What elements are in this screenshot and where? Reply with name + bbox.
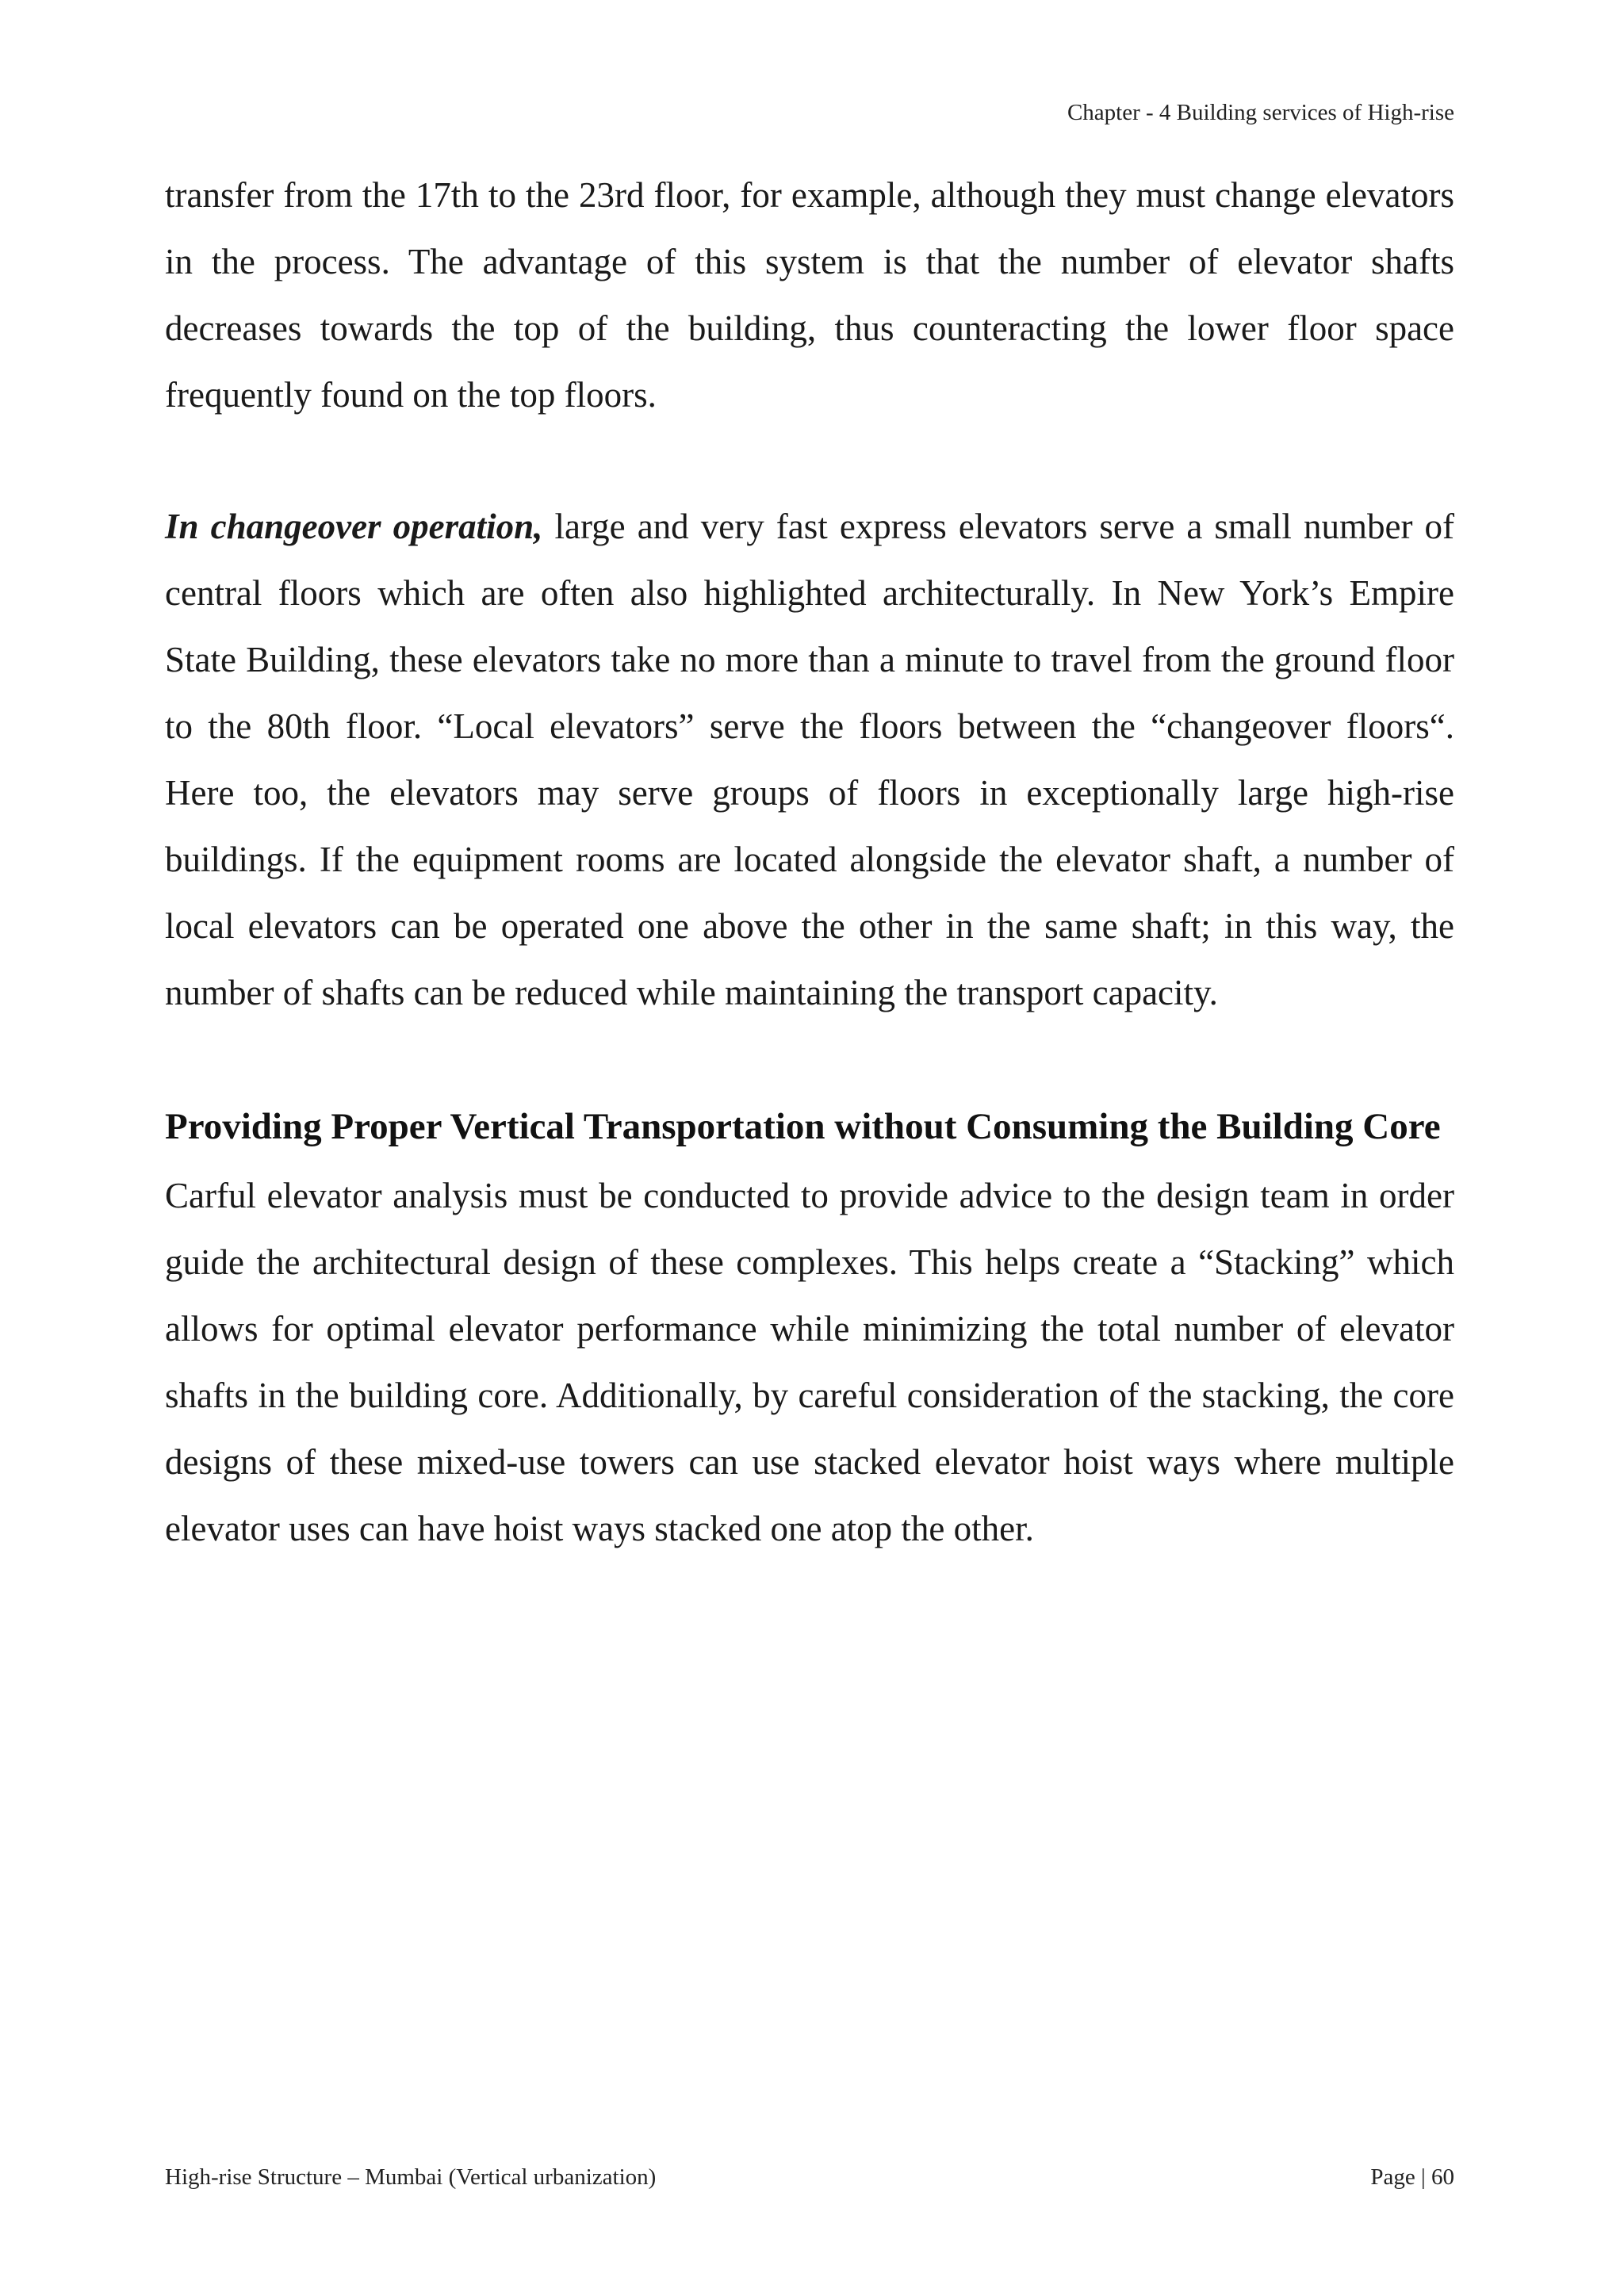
paragraph-changeover-text: large and very fast express elevators serve a small number of central floors which are often also highlighted architecturally. In New York’s Empire State Building, these elevators take no more than a minute to travel from the ground floor to the 80th floor. “Local elevators” serve the floors between the “changeover floors“. Here too, the elevators may serve groups of floors in exceptionally large high-rise buildings. If the equipment rooms are located alongside the elevator shaft, a number of local elevators can be operated one above the other in the same shaft; in this way, the number of shafts can be reduced while maintaining the transport capacity. [165,507,1455,1012]
footer-title: High-rise Structure – Mumbai (Vertical urbanization) [165,2164,657,2190]
page-content [165,162,1454,1562]
running-footer [165,2163,1454,2191]
paragraph-lead-phrase: In changeover operation, [165,507,543,546]
page-number: Page | 60 [1370,2164,1454,2190]
paragraph-elevator-transfer: transfer from the 17th to the 23rd floor, for example, although they must change elevators in the process. The advantage of this system is that the number of elevator shafts decreases towards the top of the building, thus counteracting the lower floor space frequently found on the top floors. [165,175,1454,415]
section-heading: Providing Proper Vertical Transportation without Consuming the Building Core [165,1106,1441,1147]
running-header: Chapter - 4 Building services of High-rise [1067,100,1454,125]
paragraph-elevator-analysis: Carful elevator analysis must be conducted to provide advice to the design team in order guide the architectural design of these complexes. This helps create a “Stacking” which allows for optimal elevator performance while minimizing the total number of elevator shafts in the building core. Additionally, by careful consideration of the stacking, the core designs of these mixed-use towers can use stacked elevator hoist ways where multiple elevator uses can have hoist ways stacked one atop the other. [165,1176,1454,1548]
paragraph-changeover-operation [165,493,1454,1026]
